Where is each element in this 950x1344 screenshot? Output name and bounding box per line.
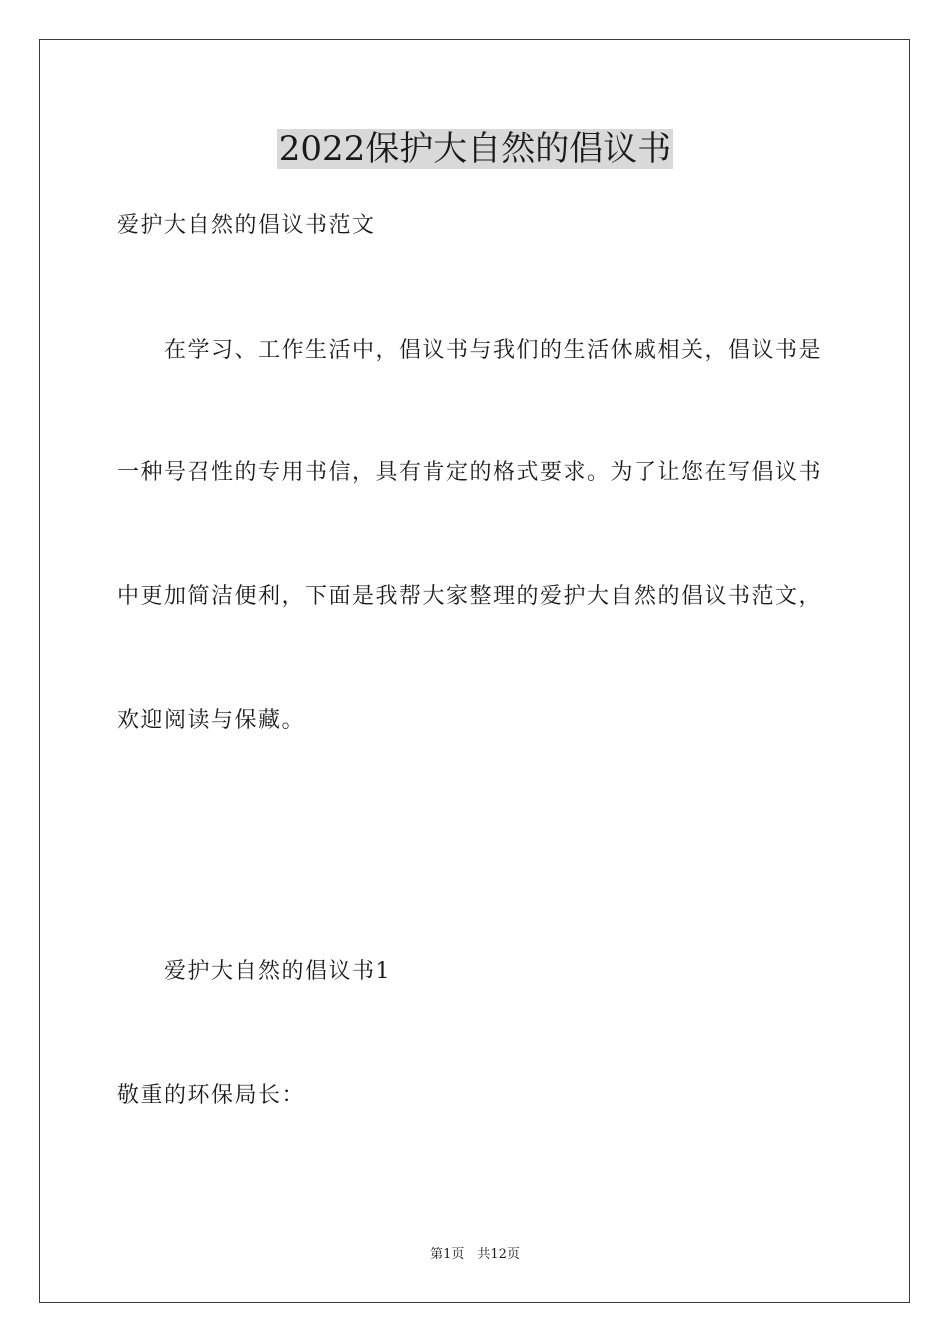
intro-line-3: 中更加简洁便利，下面是我帮大家整理的爱护大自然的倡议书范文， [117, 584, 823, 609]
intro-line-2: 一种号召性的专用书信，具有肯定的格式要求。为了让您在写倡议书 [117, 460, 823, 485]
intro-line-1: 在学习、工作生活中，倡议书与我们的生活休戚相关，倡议书是 [164, 338, 823, 363]
salutation: 敬重的环保局长： [117, 1083, 306, 1108]
intro-line-4: 欢迎阅读与保藏。 [117, 708, 306, 733]
document-title-text: 2022保护大自然的倡议书 [278, 129, 672, 169]
document-title [0, 126, 950, 172]
page-indicator: 第1页 共12页 [430, 1247, 520, 1262]
document-subtitle: 爱护大自然的倡议书范文 [117, 213, 376, 238]
section-heading: 爱护大自然的倡议书1 [164, 959, 391, 984]
